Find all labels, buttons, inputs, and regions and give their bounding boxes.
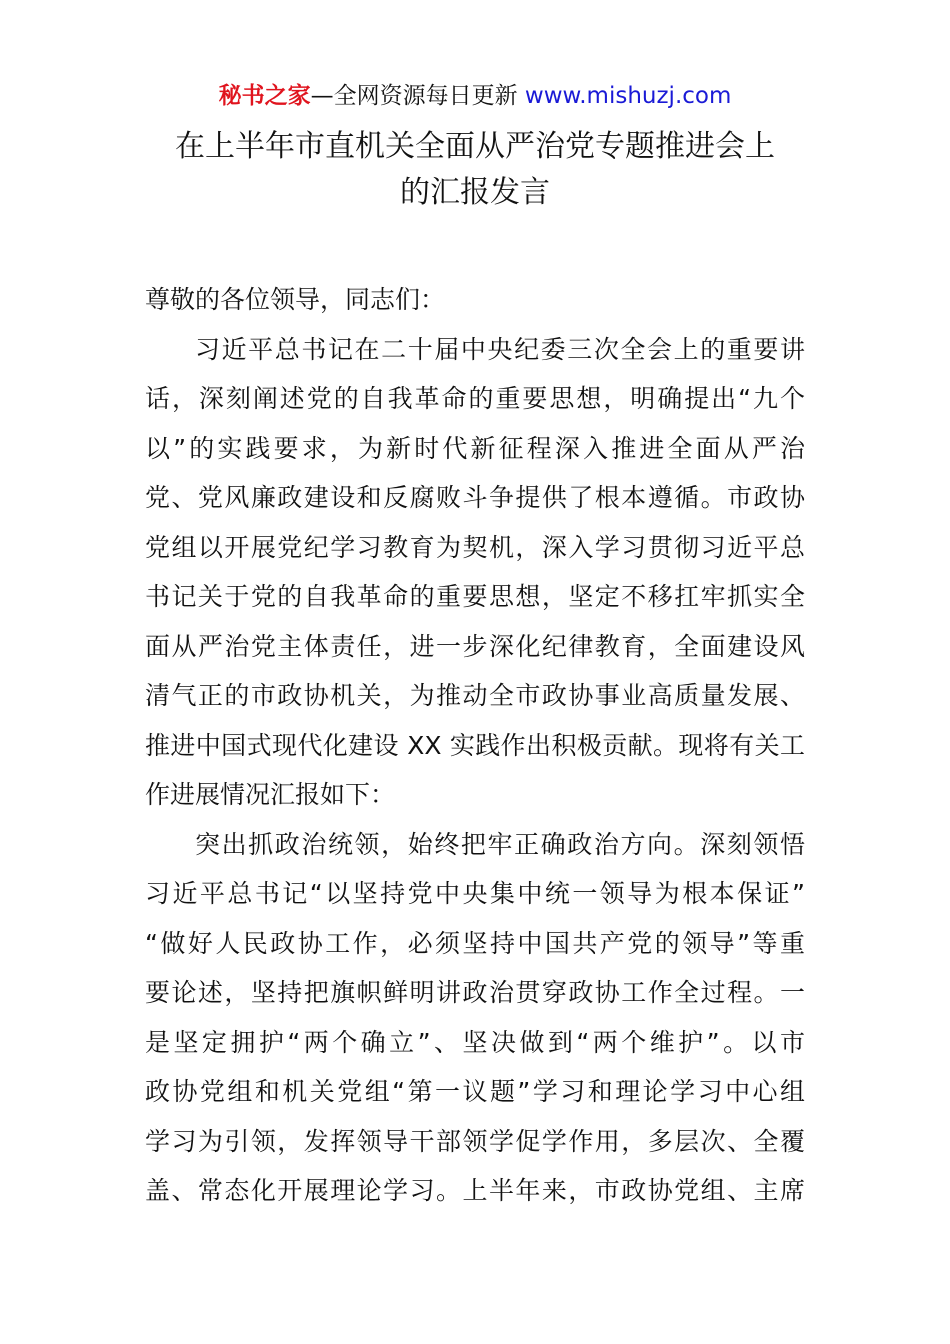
paragraph-1 [145,325,805,820]
paragraph-line: 作进展情况汇报如下： [145,780,396,809]
paragraph-2 [145,820,805,1216]
salutation: 尊敬的各位领导，同志们： [145,285,446,314]
paragraph-line: 要论述，坚持把旗帜鲜明讲政治贯穿政协工作全过程。一 [145,978,805,1007]
paragraph-line: 政协党组和机关党组“第一议题”学习和理论学习中心组 [145,1077,805,1106]
paragraph-line: 书记关于党的自我革命的重要思想，坚定不移扛牢抓实全 [145,582,805,611]
paragraph-line: 是坚定拥护“两个确立”、坚决做到“两个维护”。以市 [145,1027,805,1057]
paragraph-line: 党组以开展党纪学习教育为契机，深入学习贯彻习近平总 [145,532,805,562]
document-body [145,275,805,1216]
paragraph-line: 面从严治党主体责任，进一步深化纪律教育，全面建设风 [145,631,805,661]
document-title [0,124,950,216]
site-url-link[interactable]: www.mishuzj.com [524,83,732,109]
title-line-1: 在上半年市直机关全面从严治党专题推进会上 [175,129,775,164]
paragraph-line: 盖、常态化开展理论学习。上半年来，市政协党组、主席 [145,1176,805,1205]
paragraph-line: 清气正的市政协机关，为推动全市政协事业高质量发展、 [145,681,805,710]
brand-name: 秘书之家 [218,83,311,109]
paragraph-line: 学习为引领，发挥领导干部领学促学作用，多层次、全覆 [145,1126,805,1156]
paragraph-line: 习近平总书记“以坚持党中央集中统一领导为根本保证” [145,879,805,908]
paragraph-line: 突出抓政治统领，始终把牢正确政治方向。深刻领悟 [195,829,805,859]
site-header [0,78,950,114]
paragraph-line: “做好人民政协工作，必须坚持中国共产党的领导”等重 [145,928,805,958]
paragraph-line: 党、党风廉政建设和反腐败斗争提供了根本遵循。市政协 [145,483,805,512]
title-line-2: 的汇报发言 [400,175,550,210]
paragraph-line: 推进中国式现代化建设 XX 实践作出积极贡献。现将有关工 [145,730,805,760]
paragraph-line: 话，深刻阐述党的自我革命的重要思想，明确提出“九个 [145,384,805,413]
site-tagline: —全网资源每日更新 [310,83,525,109]
paragraph-line: 以”的实践要求，为新时代新征程深入推进全面从严治 [145,433,805,463]
paragraph-line: 习近平总书记在二十届中央纪委三次全会上的重要讲 [195,334,805,364]
